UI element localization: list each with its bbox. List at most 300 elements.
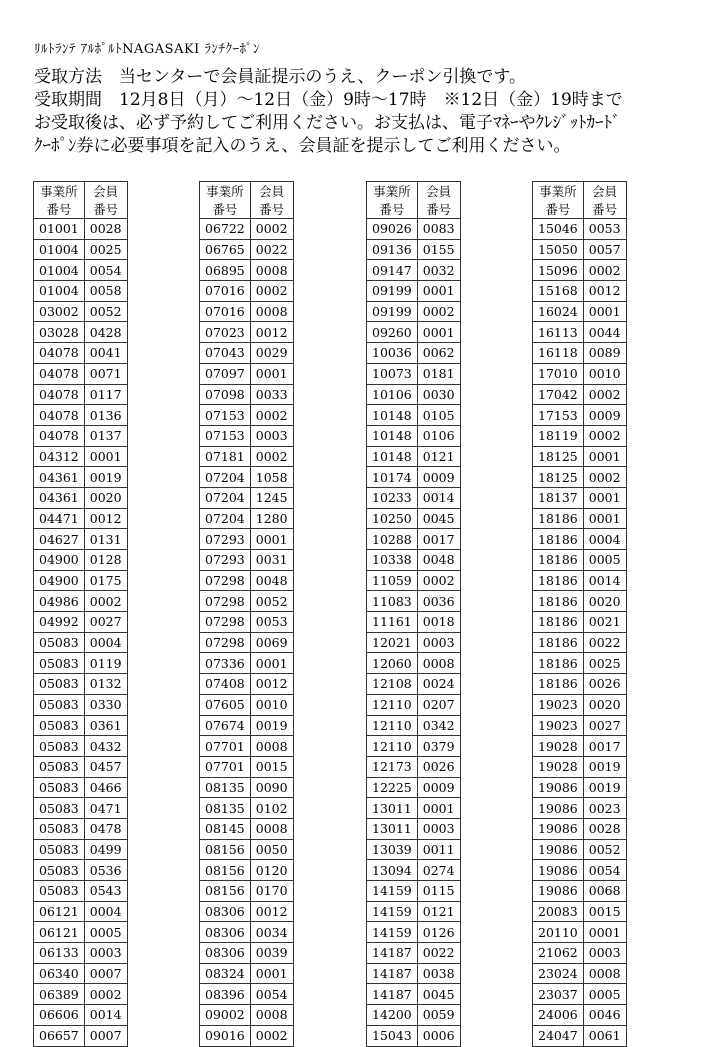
member-number-cell: 0274 (417, 860, 460, 881)
member-number-header: 会員番号 (417, 182, 460, 219)
member-number-cell: 0131 (84, 529, 127, 550)
table-row (367, 943, 461, 964)
office-number-cell: 04986 (34, 591, 85, 612)
member-number-cell: 0026 (417, 756, 460, 777)
member-number-header: 会員番号 (84, 182, 127, 219)
office-number-cell: 15043 (367, 1025, 418, 1046)
office-number-cell: 08306 (200, 943, 251, 964)
member-number-cell: 0008 (250, 818, 293, 839)
member-number-cell: 0117 (84, 384, 127, 405)
table-row (367, 467, 461, 488)
office-number-cell: 19086 (533, 839, 584, 860)
member-number-cell: 0007 (84, 1025, 127, 1046)
table-row (34, 901, 128, 922)
member-number-cell: 0001 (250, 653, 293, 674)
office-number-cell: 19086 (533, 818, 584, 839)
member-number-cell: 0008 (250, 736, 293, 757)
member-table-3 (366, 181, 461, 1047)
member-number-cell: 0054 (583, 860, 626, 881)
office-number-cell: 08135 (200, 798, 251, 819)
office-number-cell: 04078 (34, 363, 85, 384)
member-number-cell: 0001 (417, 322, 460, 343)
office-number-cell: 04361 (34, 467, 85, 488)
member-number-cell: 0004 (583, 529, 626, 550)
table-row (200, 301, 294, 322)
office-number-cell: 19028 (533, 736, 584, 757)
table-row (533, 591, 627, 612)
table-row (200, 798, 294, 819)
member-number-cell: 0033 (250, 384, 293, 405)
member-number-cell: 0052 (84, 301, 127, 322)
office-number-cell: 07016 (200, 301, 251, 322)
member-number-cell: 0015 (583, 901, 626, 922)
table-row (367, 301, 461, 322)
table-row (367, 405, 461, 426)
table-row (533, 798, 627, 819)
member-number-cell: 0106 (417, 425, 460, 446)
table-row (200, 467, 294, 488)
table-row (34, 818, 128, 839)
member-number-cell: 0025 (84, 239, 127, 260)
member-number-cell: 0019 (250, 715, 293, 736)
table-row (34, 839, 128, 860)
office-number-cell: 04361 (34, 487, 85, 508)
office-number-cell: 05083 (34, 632, 85, 653)
member-number-cell: 0017 (583, 736, 626, 757)
office-number-cell: 07336 (200, 653, 251, 674)
table-row (367, 239, 461, 260)
table-row (34, 363, 128, 384)
table-row (34, 963, 128, 984)
table-row (34, 1005, 128, 1026)
table-row (367, 363, 461, 384)
table-header-row (367, 182, 461, 219)
member-number-cell: 0478 (84, 818, 127, 839)
member-number-cell: 0170 (250, 881, 293, 902)
member-number-cell: 0053 (583, 219, 626, 240)
office-number-cell: 09199 (367, 281, 418, 302)
office-number-cell: 18125 (533, 446, 584, 467)
table-row (200, 922, 294, 943)
member-number-cell: 0022 (250, 239, 293, 260)
member-number-cell: 0059 (417, 1005, 460, 1026)
member-number-cell: 0031 (250, 550, 293, 571)
table-row (34, 674, 128, 695)
office-number-cell: 20110 (533, 922, 584, 943)
table-row (34, 591, 128, 612)
office-number-cell: 14159 (367, 922, 418, 943)
table-row (533, 943, 627, 964)
member-number-cell: 0019 (583, 756, 626, 777)
office-number-cell: 04078 (34, 425, 85, 446)
office-number-cell: 24006 (533, 1005, 584, 1026)
member-number-cell: 0090 (250, 777, 293, 798)
table-row (34, 756, 128, 777)
member-number-cell: 0330 (84, 694, 127, 715)
member-number-cell: 0003 (84, 943, 127, 964)
table-header-row (34, 182, 128, 219)
office-number-cell: 10233 (367, 487, 418, 508)
table-row (533, 508, 627, 529)
office-number-header: 事業所番号 (367, 182, 418, 219)
office-number-cell: 10288 (367, 529, 418, 550)
table-row (200, 1025, 294, 1046)
table-row (533, 632, 627, 653)
member-number-cell: 0028 (84, 219, 127, 240)
member-number-cell: 0006 (417, 1025, 460, 1046)
member-number-cell: 0001 (250, 363, 293, 384)
office-number-cell: 18186 (533, 591, 584, 612)
member-number-cell: 0053 (250, 612, 293, 633)
office-number-cell: 14187 (367, 963, 418, 984)
notice-line-method: 受取方法 当センターで会員証提示のうえ、クーポン引換です。 (34, 67, 526, 87)
office-number-cell: 04900 (34, 570, 85, 591)
member-number-cell: 0058 (84, 281, 127, 302)
table-row (34, 860, 128, 881)
member-number-cell: 0002 (250, 446, 293, 467)
office-number-cell: 03002 (34, 301, 85, 322)
member-number-cell: 0089 (583, 343, 626, 364)
member-number-cell: 0499 (84, 839, 127, 860)
office-number-cell: 12060 (367, 653, 418, 674)
office-number-cell: 12225 (367, 777, 418, 798)
table-row (367, 736, 461, 757)
office-number-cell: 23024 (533, 963, 584, 984)
member-number-cell: 0120 (250, 860, 293, 881)
member-number-cell: 0029 (250, 343, 293, 364)
document-title: ﾘﾙﾄﾗﾝﾃ ｱﾙﾎﾟﾙﾄNAGASAKI ﾗﾝﾁｸｰﾎﾟﾝ (34, 42, 260, 57)
member-number-cell: 0466 (84, 777, 127, 798)
office-number-cell: 05083 (34, 818, 85, 839)
member-number-cell: 0001 (583, 487, 626, 508)
table-row (533, 570, 627, 591)
member-number-cell: 0342 (417, 715, 460, 736)
table-row (200, 756, 294, 777)
table-row (367, 777, 461, 798)
member-number-cell: 0128 (84, 550, 127, 571)
table-row (34, 984, 128, 1005)
member-number-cell: 0020 (84, 487, 127, 508)
office-number-cell: 18186 (533, 674, 584, 695)
member-number-cell: 0008 (250, 301, 293, 322)
table-row (367, 922, 461, 943)
table-row (533, 301, 627, 322)
table-row (200, 239, 294, 260)
office-number-cell: 06895 (200, 260, 251, 281)
member-number-cell: 0010 (583, 363, 626, 384)
member-number-cell: 0009 (417, 777, 460, 798)
office-number-cell: 01004 (34, 260, 85, 281)
member-number-cell: 0008 (417, 653, 460, 674)
member-number-cell: 0432 (84, 736, 127, 757)
office-number-cell: 09016 (200, 1025, 251, 1046)
office-number-cell: 06121 (34, 901, 85, 922)
office-number-cell: 18186 (533, 632, 584, 653)
office-number-cell: 14159 (367, 881, 418, 902)
member-number-cell: 0019 (583, 777, 626, 798)
office-number-cell: 07298 (200, 632, 251, 653)
office-number-cell: 17042 (533, 384, 584, 405)
table-row (34, 612, 128, 633)
member-number-cell: 0050 (250, 839, 293, 860)
table-row (200, 529, 294, 550)
member-number-cell: 0019 (84, 467, 127, 488)
office-number-cell: 04471 (34, 508, 85, 529)
office-number-cell: 05083 (34, 653, 85, 674)
office-number-cell: 09136 (367, 239, 418, 260)
office-number-cell: 13011 (367, 818, 418, 839)
office-number-cell: 08396 (200, 984, 251, 1005)
member-number-cell: 0045 (417, 984, 460, 1005)
member-number-cell: 0002 (583, 467, 626, 488)
member-number-cell: 0028 (583, 818, 626, 839)
member-number-cell: 0030 (417, 384, 460, 405)
table-row (533, 901, 627, 922)
member-number-cell: 0012 (250, 674, 293, 695)
office-number-cell: 06389 (34, 984, 85, 1005)
office-number-cell: 07408 (200, 674, 251, 695)
office-number-cell: 19086 (533, 798, 584, 819)
office-number-cell: 08324 (200, 963, 251, 984)
table-row (200, 901, 294, 922)
member-number-cell: 0024 (417, 674, 460, 695)
office-number-cell: 10148 (367, 425, 418, 446)
office-number-cell: 04312 (34, 446, 85, 467)
table-row (367, 818, 461, 839)
office-number-cell: 05083 (34, 839, 85, 860)
table-row (367, 715, 461, 736)
office-number-cell: 09147 (367, 260, 418, 281)
member-number-cell: 0008 (583, 963, 626, 984)
member-number-cell: 0005 (583, 550, 626, 571)
office-number-cell: 13094 (367, 860, 418, 881)
office-number-cell: 04078 (34, 405, 85, 426)
table-row (200, 860, 294, 881)
table-row (200, 612, 294, 633)
office-number-cell: 07098 (200, 384, 251, 405)
table-row (533, 1025, 627, 1046)
office-number-cell: 08145 (200, 818, 251, 839)
table-row (367, 487, 461, 508)
member-number-cell: 0002 (250, 281, 293, 302)
table-row (533, 839, 627, 860)
table-row (533, 756, 627, 777)
table-row (533, 984, 627, 1005)
member-number-cell: 0001 (583, 446, 626, 467)
table-row (34, 777, 128, 798)
table-row (34, 343, 128, 364)
office-number-cell: 07016 (200, 281, 251, 302)
office-number-cell: 05083 (34, 715, 85, 736)
office-number-cell: 05083 (34, 756, 85, 777)
table-row (367, 322, 461, 343)
table-row (34, 570, 128, 591)
member-number-cell: 0119 (84, 653, 127, 674)
table-row (533, 881, 627, 902)
office-number-cell: 13039 (367, 839, 418, 860)
member-number-cell: 0022 (417, 943, 460, 964)
office-number-cell: 01004 (34, 239, 85, 260)
table-row (34, 260, 128, 281)
office-number-cell: 18186 (533, 612, 584, 633)
table-header-row (533, 182, 627, 219)
table-row (200, 674, 294, 695)
office-number-cell: 16024 (533, 301, 584, 322)
office-number-cell: 04992 (34, 612, 85, 633)
member-number-cell: 0121 (417, 446, 460, 467)
office-number-cell: 07298 (200, 570, 251, 591)
table-row (200, 943, 294, 964)
office-number-cell: 07701 (200, 756, 251, 777)
member-number-cell: 0121 (417, 901, 460, 922)
office-number-cell: 12173 (367, 756, 418, 777)
member-number-cell: 0012 (250, 322, 293, 343)
office-number-cell: 07097 (200, 363, 251, 384)
member-number-cell: 0536 (84, 860, 127, 881)
table-row (367, 591, 461, 612)
office-number-cell: 14159 (367, 901, 418, 922)
office-number-cell: 17010 (533, 363, 584, 384)
member-number-cell: 0036 (417, 591, 460, 612)
office-number-cell: 07298 (200, 612, 251, 633)
table-row (367, 881, 461, 902)
member-number-cell: 0012 (250, 901, 293, 922)
member-number-cell: 0102 (250, 798, 293, 819)
member-number-cell: 0027 (84, 612, 127, 633)
member-number-cell: 0155 (417, 239, 460, 260)
member-number-cell: 0023 (583, 798, 626, 819)
table-row (200, 487, 294, 508)
table-row (367, 901, 461, 922)
member-number-cell: 1280 (250, 508, 293, 529)
office-number-cell: 21062 (533, 943, 584, 964)
office-number-cell: 19023 (533, 694, 584, 715)
member-number-cell: 0054 (84, 260, 127, 281)
table-row (200, 322, 294, 343)
member-number-cell: 0045 (417, 508, 460, 529)
table-row (367, 260, 461, 281)
office-number-cell: 05083 (34, 777, 85, 798)
table-row (533, 322, 627, 343)
table-row (34, 694, 128, 715)
table-row (367, 632, 461, 653)
table-row (34, 487, 128, 508)
office-number-header: 事業所番号 (34, 182, 85, 219)
office-number-cell: 03028 (34, 322, 85, 343)
member-number-cell: 0004 (84, 632, 127, 653)
table-row (533, 425, 627, 446)
table-row (200, 984, 294, 1005)
office-number-cell: 05083 (34, 881, 85, 902)
table-row (367, 508, 461, 529)
table-row (200, 343, 294, 364)
member-number-cell: 0009 (417, 467, 460, 488)
office-number-cell: 06722 (200, 219, 251, 240)
table-row (533, 860, 627, 881)
office-number-cell: 01004 (34, 281, 85, 302)
table-row (533, 467, 627, 488)
table-row (34, 550, 128, 571)
member-number-cell: 0020 (583, 694, 626, 715)
table-row (367, 653, 461, 674)
office-number-cell: 04078 (34, 384, 85, 405)
table-row (367, 860, 461, 881)
member-number-cell: 0001 (583, 301, 626, 322)
office-number-cell: 12021 (367, 632, 418, 653)
office-number-cell: 17153 (533, 405, 584, 426)
table-row (533, 694, 627, 715)
table-row (34, 446, 128, 467)
office-number-header: 事業所番号 (533, 182, 584, 219)
member-number-cell: 0034 (250, 922, 293, 943)
notice-line-period: 受取期間 12月8日（月）〜12日（金）9時〜17時 ※12日（金）19時まで (34, 90, 623, 110)
notice-line-reservation: お受取後は、必ず予約してご利用ください。お支払は、電子ﾏﾈｰやｸﾚｼﾞｯﾄｶｰﾄﾞ (34, 113, 621, 133)
table-row (367, 1005, 461, 1026)
member-number-cell: 0002 (250, 1025, 293, 1046)
office-number-cell: 05083 (34, 674, 85, 695)
table-row (367, 570, 461, 591)
member-number-cell: 0005 (583, 984, 626, 1005)
member-number-cell: 0132 (84, 674, 127, 695)
table-row (367, 529, 461, 550)
table-row (34, 301, 128, 322)
table-row (533, 963, 627, 984)
office-number-cell: 10174 (367, 467, 418, 488)
member-number-cell: 0008 (250, 260, 293, 281)
member-number-cell: 0001 (250, 529, 293, 550)
member-number-cell: 0020 (583, 591, 626, 612)
office-number-cell: 19028 (533, 756, 584, 777)
member-number-header: 会員番号 (250, 182, 293, 219)
office-number-cell: 13011 (367, 798, 418, 819)
office-number-cell: 06121 (34, 922, 85, 943)
table-row (200, 881, 294, 902)
table-row (34, 922, 128, 943)
office-number-cell: 11161 (367, 612, 418, 633)
office-number-cell: 08156 (200, 839, 251, 860)
office-number-cell: 07204 (200, 487, 251, 508)
member-number-cell: 0002 (583, 425, 626, 446)
member-number-cell: 0008 (250, 1005, 293, 1026)
member-number-cell: 0044 (583, 322, 626, 343)
member-number-cell: 0007 (84, 963, 127, 984)
member-number-cell: 0048 (417, 550, 460, 571)
office-number-cell: 10073 (367, 363, 418, 384)
table-header-row (200, 182, 294, 219)
member-number-cell: 0001 (84, 446, 127, 467)
table-row (34, 281, 128, 302)
table-row (533, 818, 627, 839)
office-number-cell: 07023 (200, 322, 251, 343)
office-number-cell: 01001 (34, 219, 85, 240)
table-row (367, 384, 461, 405)
table-row (367, 425, 461, 446)
member-number-cell: 0014 (417, 487, 460, 508)
member-number-cell: 0011 (417, 839, 460, 860)
office-number-cell: 06340 (34, 963, 85, 984)
table-row (533, 281, 627, 302)
office-number-cell: 08156 (200, 881, 251, 902)
member-number-cell: 0428 (84, 322, 127, 343)
table-row (34, 405, 128, 426)
office-number-cell: 15096 (533, 260, 584, 281)
office-number-cell: 19086 (533, 777, 584, 798)
notice-line-instructions: ｸｰﾎﾟﾝ券に必要事項を記入のうえ、会員証を提示してご利用ください。 (34, 136, 571, 156)
table-row (533, 777, 627, 798)
member-number-cell: 0543 (84, 881, 127, 902)
table-row (200, 839, 294, 860)
table-row (34, 943, 128, 964)
